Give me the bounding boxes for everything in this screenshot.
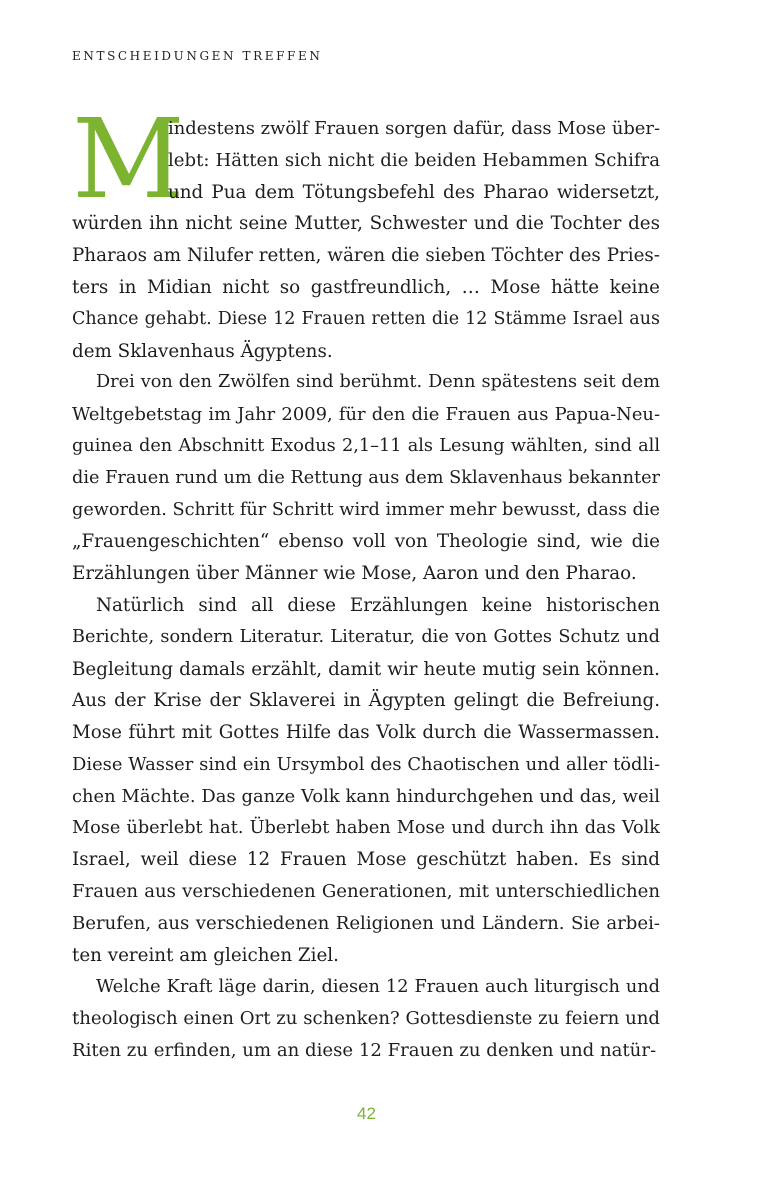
text-line: Riten zu erfinden, um an diese 12 Frauen zu denken und natür-	[72, 1040, 657, 1062]
text-line: dem Sklavenhaus Ägyptens.	[72, 340, 333, 362]
text-line: Erzählungen über Männer wie Mose, Aaron und den Pharao.	[72, 563, 637, 585]
text-line: indestens zwölf Frauen sorgen dafür, dass Mose über-	[168, 118, 660, 139]
text-line: Mose führt mit Gottes Hilfe das Volk durch die Wassermassen.	[72, 722, 660, 744]
text-line: „Frauengeschichten“ ebenso voll von Theologie sind, wie die	[72, 531, 660, 553]
drop-cap: M	[72, 95, 181, 223]
text-line: geworden. Schritt für Schritt wird immer mehr bewusst, dass die	[72, 499, 660, 520]
text-line: chen Mächte. Das ganze Volk kann hindurchgehen und das, weil	[72, 785, 660, 807]
first-lines-block	[72, 113, 660, 208]
page-number: 42	[357, 1104, 376, 1123]
text-line: guinea den Abschnitt Exodus 2,1–11 als Lesung wählten, sind all	[72, 435, 660, 456]
text-line: Welche Kraft läge darin, diesen 12 Frauen auch liturgisch und	[96, 976, 660, 997]
paragraph	[72, 367, 660, 590]
text-line: würden ihn nicht seine Mutter, Schwester und die Tochter des	[72, 213, 660, 235]
text-line: Mose überlebt hat. Überlebt haben Mose und durch ihn das Volk	[72, 817, 660, 838]
paragraphs	[72, 208, 660, 1067]
text-line: ten vereint am gleichen Ziel.	[72, 944, 339, 966]
text-line: und Pua dem Tötungsbefehl des Pharao widersetzt,	[168, 181, 660, 203]
text-line: die Frauen rund um die Rettung aus dem Sklavenhaus bekannter	[72, 467, 660, 488]
text-line: Natürlich sind all diese Erzählungen keine historischen	[96, 594, 660, 616]
text-line: Begleitung damals erzählt, damit wir heute mutig sein können.	[72, 658, 660, 680]
paragraph	[72, 208, 660, 367]
text-line: lebt: Hätten sich nicht die beiden Hebammen Schifra	[168, 149, 660, 171]
body-text	[72, 113, 660, 1067]
running-header: ENTSCHEIDUNGEN TREFFEN	[72, 49, 323, 63]
paragraph	[72, 972, 660, 1067]
text-line: Aus der Krise der Sklaverei in Ägypten gelingt die Befreiung.	[72, 690, 660, 712]
text-line: Frauen aus verschiedenen Generationen, mit unterschiedlichen	[72, 881, 660, 903]
text-line: Berufen, aus verschiedenen Religionen und Ländern. Sie arbei-	[72, 912, 660, 934]
text-line: Weltgebetstag im Jahr 2009, für den die Frauen aus Papua-Neu-	[72, 404, 660, 426]
paragraph	[72, 590, 660, 972]
text-line: Berichte, sondern Literatur. Literatur, die von Gottes Schutz und	[72, 626, 660, 647]
text-line: Drei von den Zwölfen sind berühmt. Denn spätestens seit dem	[96, 372, 660, 393]
text-line: Diese Wasser sind ein Ursymbol des Chaotischen und aller tödli-	[72, 753, 660, 775]
text-line: ters in Midian nicht so gastfreundlich, … Mose hätte keine	[72, 276, 660, 298]
text-line: Pharaos am Nilufer retten, wären die sieben Töchter des Pries-	[72, 245, 660, 267]
text-line: Israel, weil diese 12 Frauen Mose geschützt haben. Es sind	[72, 849, 660, 871]
text-line: Chance gehabt. Diese 12 Frauen retten die 12 Stämme Israel aus	[72, 308, 660, 329]
text-line: theologisch einen Ort zu schenken? Gottesdienste zu feiern und	[72, 1008, 660, 1030]
